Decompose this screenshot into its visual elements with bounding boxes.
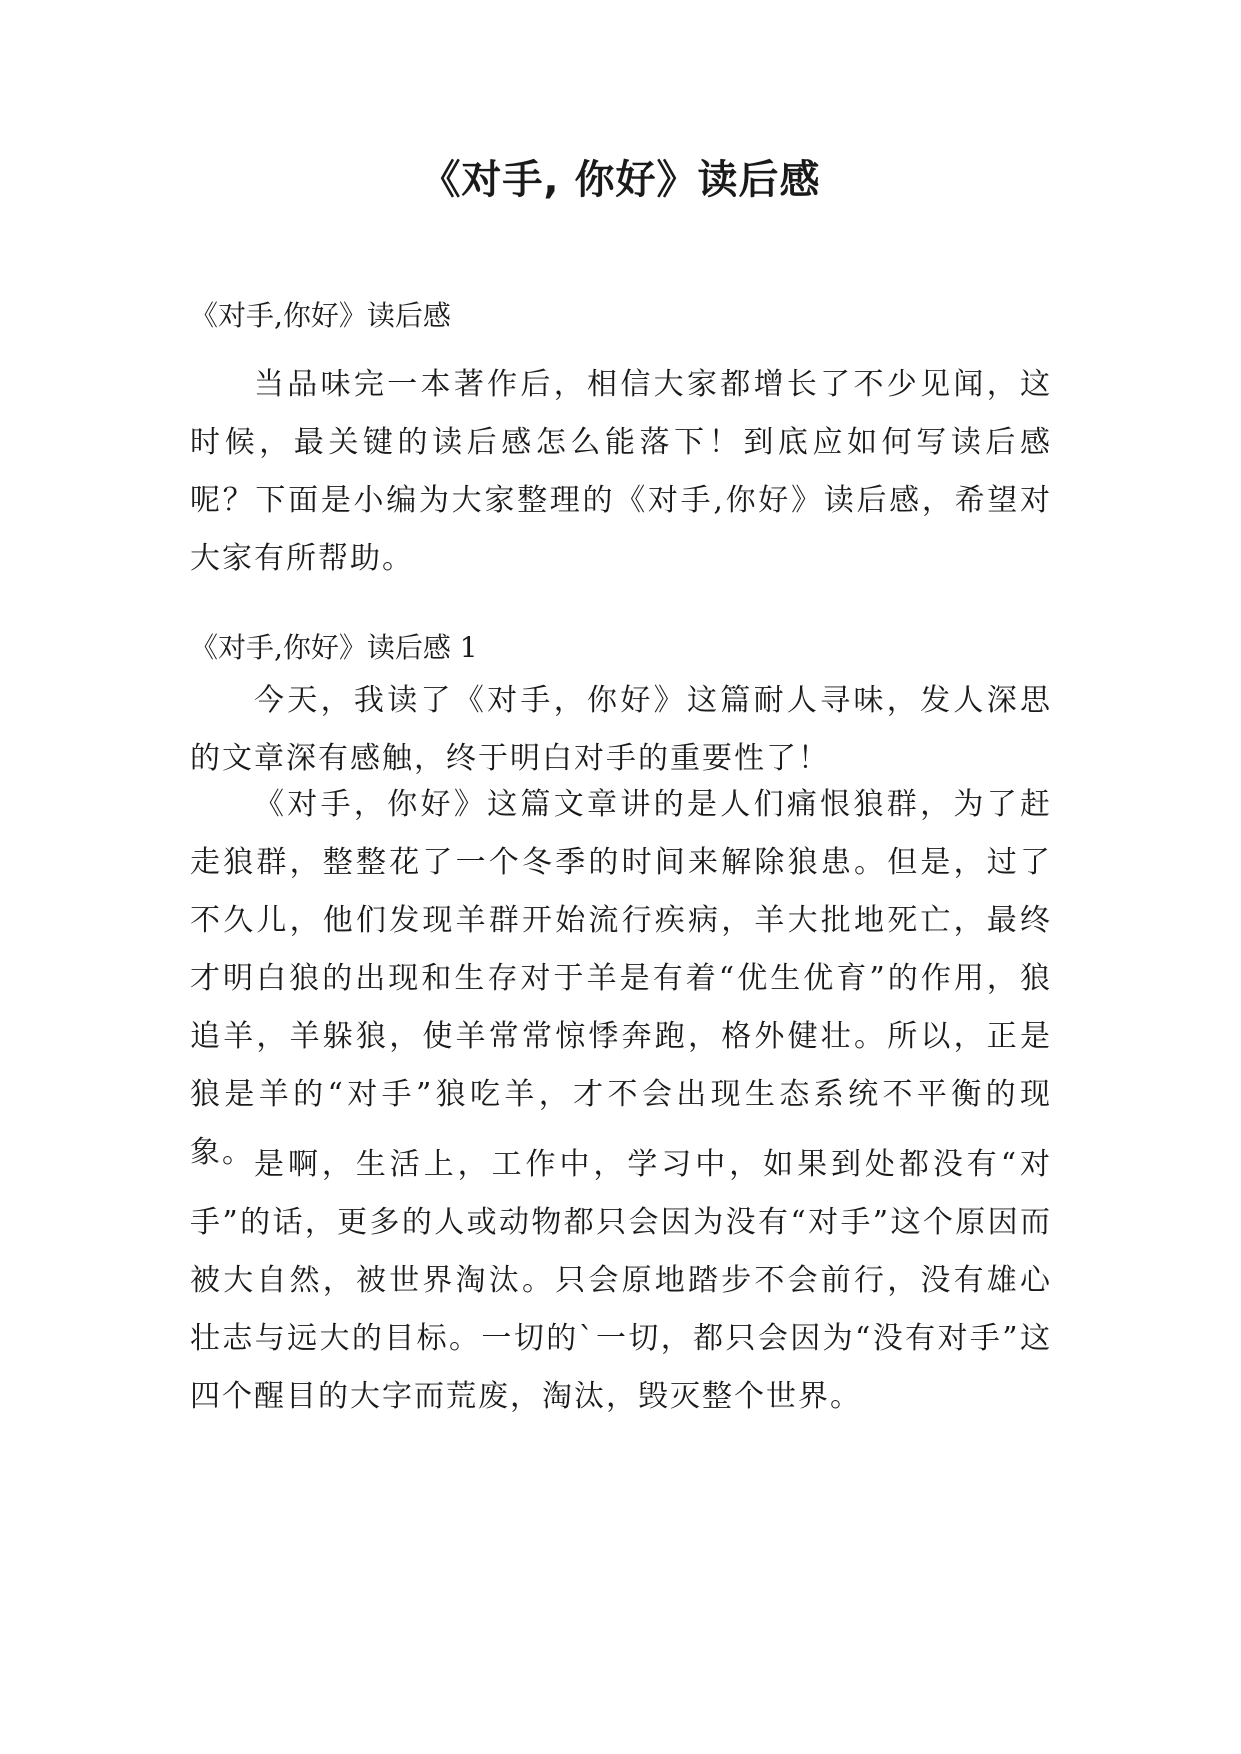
body-paragraph-3: 是啊，生活上，工作中，学习中，如果到处都没有“对手”的话，更多的人或动物都只会因为没有“对手”这个原因而被大自然，被世界淘汰。只会原地踏步不会前行，没有雄心壮志与远大的目标。一切的`一切，都只会因为“没有对手”这四个醒目的大字而荒废，淘汰，毁灭整个世界。 <box>190 1147 1052 1414</box>
body-paragraph-2: 《对手，你好》这篇文章讲的是人们痛恨狼群，为了赶走狼群，整整花了一个冬季的时间来解除狼患。但是，过了不久儿，他们发现羊群开始流行疾病，羊大批地死亡，最终才明白狼的出现和生存对于羊是有着“优生优育”的作用，狼追羊，羊躲狼，使羊常常惊悸奔跑，格外健壮。所以，正是狼是羊的“对手”狼吃羊，才不会出现生态系统不平衡的现象。 <box>190 787 1052 1170</box>
document-title: 《对手, 你好》读后感 <box>420 157 821 203</box>
intro-paragraph: 当品味完一本著作后，相信大家都增长了不少见闻，这时候，最关键的读后感怎么能落下！到底应如何写读后感呢？下面是小编为大家整理的《对手,你好》读后感，希望对大家有所帮助。 <box>190 367 1052 576</box>
body-paragraph-1: 今天，我读了《对手，你好》这篇耐人寻味，发人深思的文章深有感触，终于明白对手的重要性了！ <box>190 683 1052 776</box>
document-subtitle: 《对手,你好》读后感 <box>190 299 451 332</box>
section-heading: 《对手,你好》读后感 1 <box>190 631 478 664</box>
